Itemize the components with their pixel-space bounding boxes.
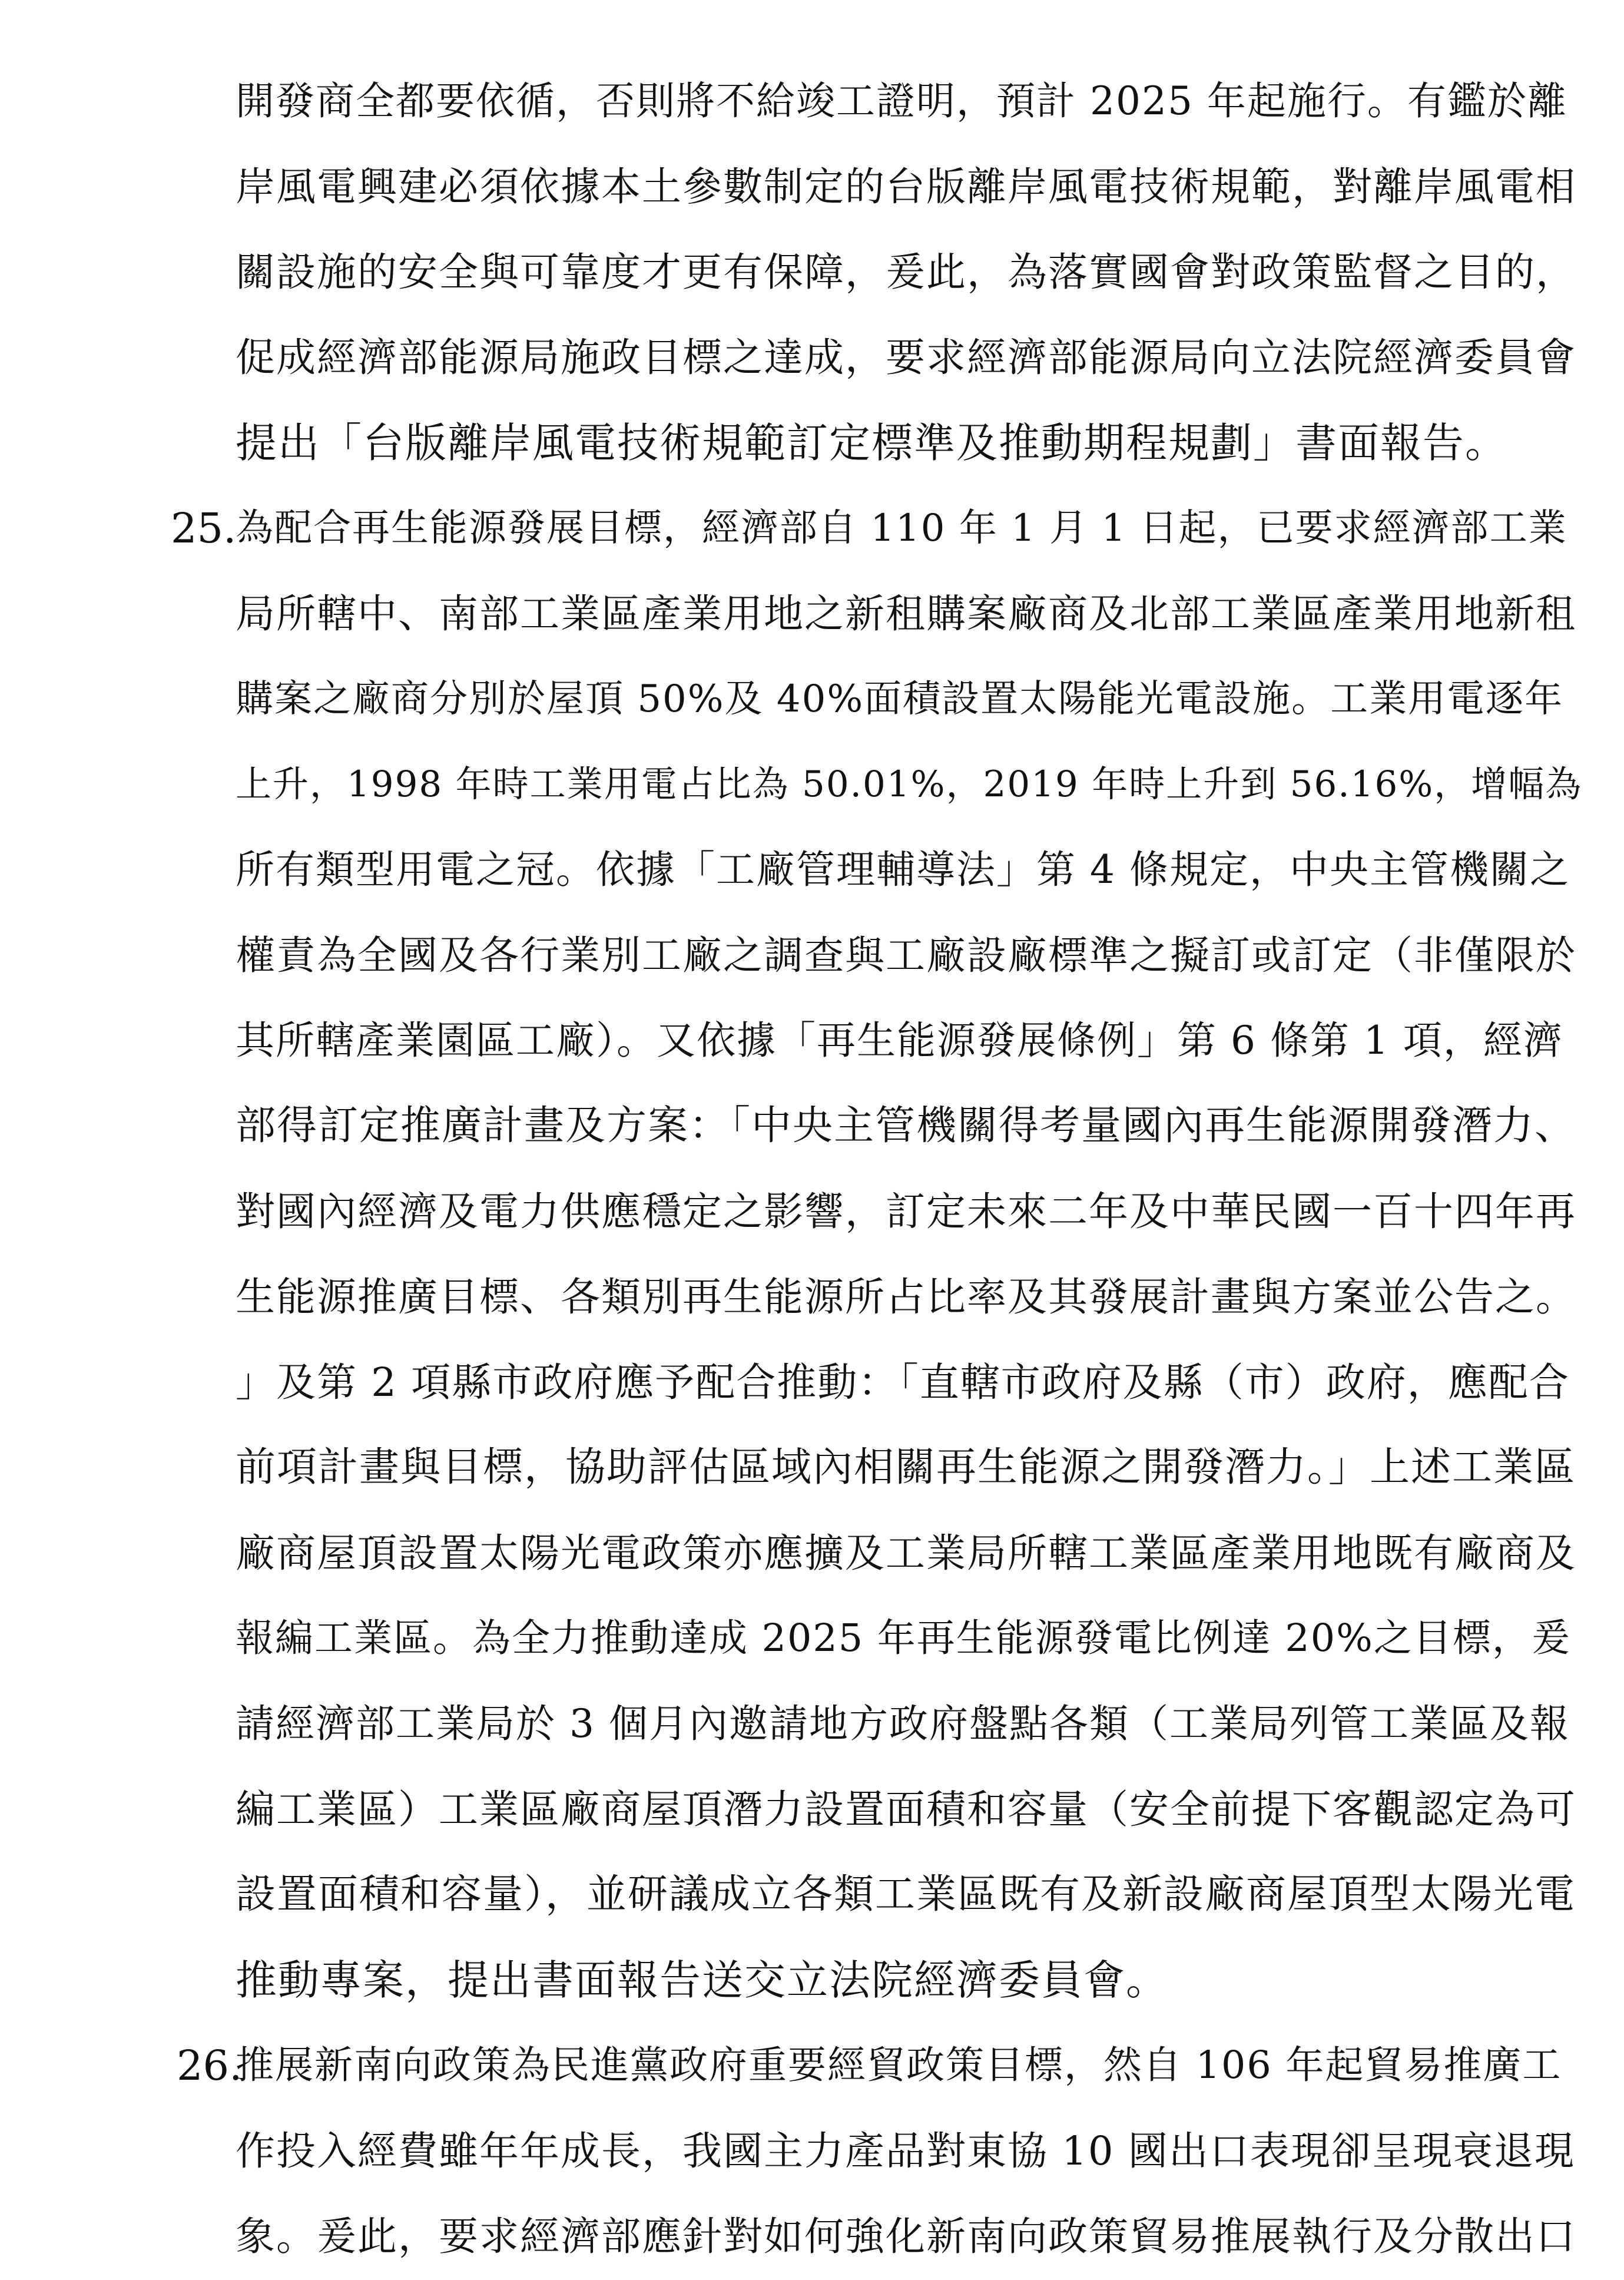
text-line: 作投入經費雖年年成長，我國主力產品對東協 10 國出口表現卻呈現衰退現 <box>236 2128 1575 2174</box>
text-line: 促成經濟部能源局施政目標之達成，要求經濟部能源局向立法院經濟委員會 <box>236 335 1576 380</box>
text-line: 所有類型用電之冠。依據「工廠管理輔導法」第 4 條規定，中央主管機關之 <box>236 847 1570 892</box>
text-line: 購案之廠商分別於屋頂 50%及 40%面積設置太陽能光電設施。工業用電逐年 <box>236 677 1564 721</box>
text-line: 局所轄中、南部工業區產業用地之新租購案廠商及北部工業區產業用地新租 <box>236 591 1576 637</box>
text-line: 前項計畫與目標，協助評估區域內相關再生能源之開發潛力。」上述工業區 <box>236 1444 1576 1491</box>
text-line: 為配合再生能源發展目標，經濟部自 110 年 1 月 1 日起，已要求經濟部工業 <box>236 507 1567 550</box>
text-line: 」及第 2 項縣市政府應予配合推動：「直轄市政府及縣（市）政府，應配合 <box>236 1359 1570 1405</box>
text-line: 對國內經濟及電力供應穩定之影響，訂定未來二年及中華民國一百十四年再 <box>236 1189 1576 1235</box>
text-line: 權責為全國及各行業別工廠之調查與工廠設廠標準之擬訂或訂定（非僅限於 <box>236 932 1576 978</box>
text-line: 部得訂定推廣計畫及方案：「中央主管機關得考量國內再生能源開發潛力、 <box>236 1103 1576 1149</box>
item-number-25: 25. <box>171 504 237 552</box>
text-line: 設置面積和容量），並研議成立各類工業區既有及新設廠商屋頂型太陽光電 <box>236 1871 1576 1918</box>
text-line: 關設施的安全與可靠度才更有保障，爰此，為落實國會對政策監督之目的， <box>236 249 1576 295</box>
text-line: 象。爰此，要求經濟部應針對如何強化新南向政策貿易推展執行及分散出口 <box>236 2213 1576 2259</box>
text-line: 岸風電興建必須依據本土參數制定的台版離岸風電技術規範，對離岸風電相 <box>236 164 1576 210</box>
text-line: 推動專案，提出書面報告送交立法院經濟委員會。 <box>236 1956 1168 2004</box>
text-line: 生能源推廣目標、各類別再生能源所占比率及其發展計畫與方案並公告之。 <box>236 1274 1576 1320</box>
text-line: 報編工業區。為全力推動達成 2025 年再生能源發電比例達 20%之目標，爰 <box>236 1616 1571 1660</box>
text-line: 開發商全都要依循，否則將不給竣工證明，預計 2025 年起施行。有鑑於離 <box>236 78 1567 124</box>
item-number-26: 26. <box>177 2041 243 2090</box>
text-line: 提出「台版離岸風電技術規範訂定標準及推動期程規劃」書面報告。 <box>236 419 1507 467</box>
text-line: 推展新南向政策為民進黨政府重要經貿政策目標，然自 106 年起貿易推廣工 <box>236 2043 1562 2087</box>
text-line: 上升，1998 年時工業用電占比為 50.01%，2019 年時上升到 56.16%，增幅為 <box>236 763 1583 805</box>
text-line: 請經濟部工業局於 3 個月內邀請地方政府盤點各類（工業局列管工業區及報 <box>236 1701 1570 1746</box>
text-line: 其所轄產業園區工廠）。又依據「再生能源發展條例」第 6 條第 1 項，經濟 <box>236 1018 1563 1063</box>
text-line: 廠商屋頂設置太陽光電政策亦應擴及工業局所轄工業區產業用地既有廠商及 <box>236 1530 1576 1576</box>
text-line: 編工業區）工業區廠商屋頂潛力設置面積和容量（安全前提下客觀認定為可 <box>236 1786 1576 1832</box>
